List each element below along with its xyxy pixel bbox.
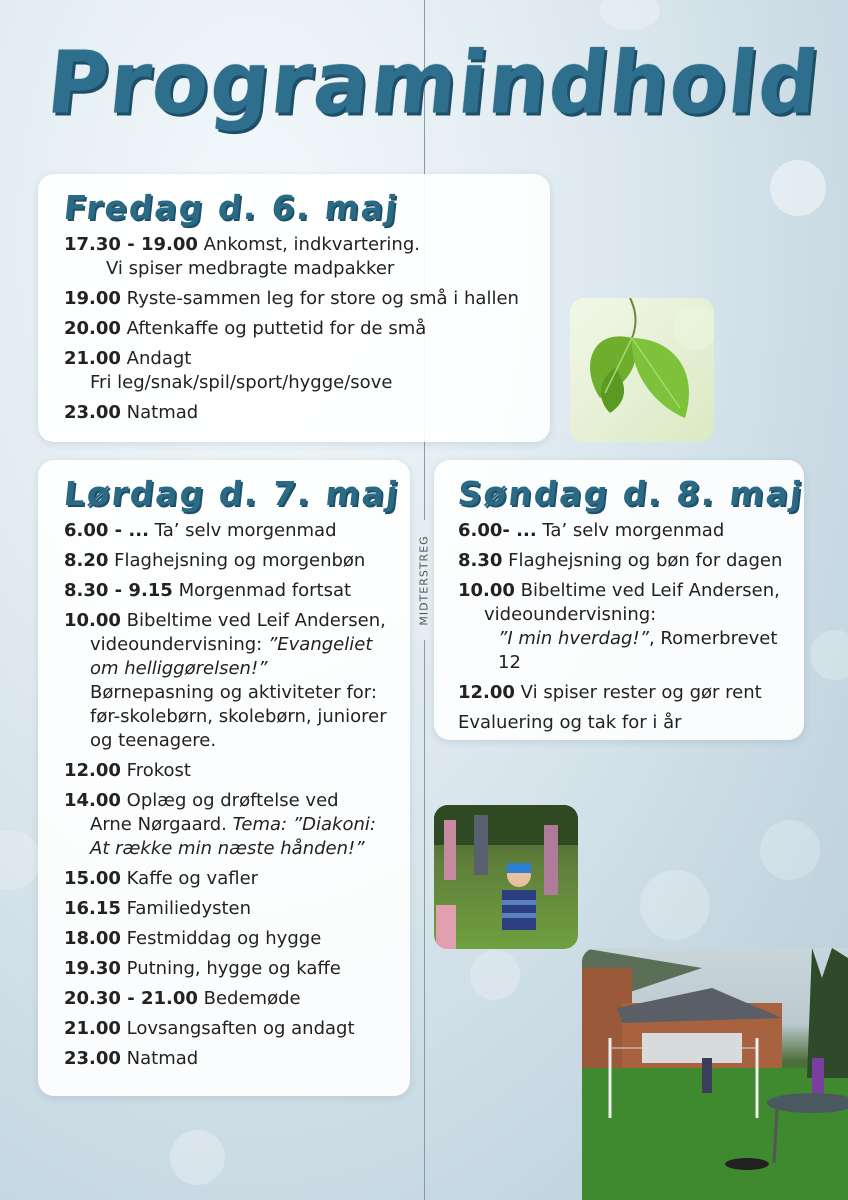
schedule-item: 12.00 Vi spiser rester og gør rent [458, 682, 762, 703]
schedule-item: 10.00 Bibeltime ved Leif Andersen, videoundervisning: ”Evangeliet om helliggørelsen!” Børnepasning og aktiviteter for: før-skolebørn, skolebørn, juniorer og teenagere. [64, 610, 387, 751]
saturday-heading: Lørdag d. 7. maj [61, 474, 402, 513]
page-title: Programindhold [43, 33, 825, 134]
bokeh-light [810, 630, 848, 680]
schedule-item: 8.30 - 9.15 Morgenmad fortsat [64, 580, 352, 601]
saturday-box [38, 460, 410, 1096]
schedule-item: 14.00 Oplæg og drøftelse ved Arne Nørgaard. Tema: ”Diakoni: At række min næste hånden!” [64, 790, 376, 859]
schedule-item: 6.00 - ... Ta’ selv morgenmad [64, 520, 337, 541]
schedule-item: 12.00 Frokost [64, 760, 191, 781]
bokeh-light [770, 160, 826, 216]
friday-box [38, 174, 550, 442]
schedule-item: 21.00 Lovsangsaften og andagt [64, 1018, 355, 1039]
children-playing-photo [434, 805, 578, 949]
schedule-item: 10.00 Bibeltime ved Leif Andersen, videoundervisning: ”I min hverdag!”, Romerbrevet 12 [458, 580, 780, 673]
sunday-box [434, 460, 804, 740]
schedule-item: 8.30 Flaghejsning og bøn for dagen [458, 550, 783, 571]
center-fold-label: MIDTERSTREG [412, 520, 436, 640]
leaves-photo [570, 298, 714, 442]
schedule-item: 8.20 Flaghejsning og morgenbøn [64, 550, 366, 571]
schedule-item: 17.30 - 19.00 Ankomst, indkvartering. Vi spiser medbragte madpakker [64, 234, 420, 279]
friday-heading: Fredag d. 6. maj [61, 188, 401, 227]
schedule-item: 16.15 Familiedysten [64, 898, 252, 919]
schedule-item: 6.00- ... Ta’ selv morgenmad [458, 520, 725, 541]
bokeh-light [760, 820, 820, 880]
schedule-item: 23.00 Natmad [64, 402, 199, 423]
schedule-item: 21.00 Andagt Fri leg/snak/spil/sport/hygge/sove [64, 348, 393, 393]
closing-line: Evaluering og tak for i år [458, 712, 682, 733]
schedule-item: 20.00 Aftenkaffe og puttetid for de små [64, 318, 427, 339]
schedule-item: 19.00 Ryste-sammen leg for store og små i hallen [64, 288, 519, 309]
bokeh-light [170, 1130, 225, 1185]
bokeh-light [600, 0, 660, 30]
sunday-heading: Søndag d. 8. maj [455, 474, 806, 513]
bokeh-light [0, 830, 40, 890]
bokeh-light [470, 950, 520, 1000]
bokeh-light [640, 870, 710, 940]
camp-building-photo [582, 948, 848, 1200]
schedule-item: 23.00 Natmad [64, 1048, 199, 1069]
schedule-item: 15.00 Kaffe og vafler [64, 868, 259, 889]
schedule-item: 18.00 Festmiddag og hygge [64, 928, 322, 949]
schedule-item: 19.30 Putning, hygge og kaffe [64, 958, 341, 979]
schedule-item: 20.30 - 21.00 Bedemøde [64, 988, 301, 1009]
